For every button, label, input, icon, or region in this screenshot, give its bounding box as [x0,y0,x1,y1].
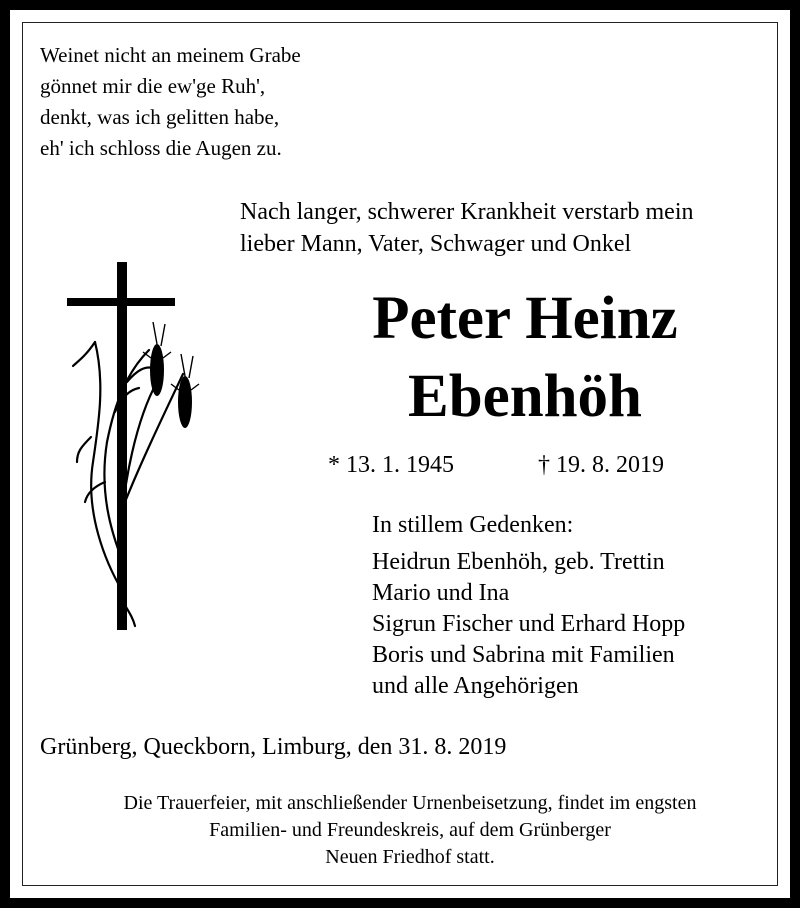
death-date: † 19. 8. 2019 [538,452,664,478]
mourner-name: Heidrun Ebenhöh, geb. Trettin [372,549,665,575]
deceased-surname: Ebenhöh [408,363,642,430]
cross-with-wheat-icon [65,262,205,634]
notice-line: Familien- und Freundeskreis, auf dem Grünberger [209,819,611,841]
mourner-name: Sigrun Fischer und Erhard Hopp [372,611,686,637]
poem-line: denkt, was ich gelitten habe, [40,105,280,129]
mourners-heading: In stillem Gedenken: [372,512,574,538]
funeral-notice [20,790,800,871]
intro-text [240,196,694,260]
notice-line: Neuen Friedhof statt. [325,846,495,868]
intro-line: lieber Mann, Vater, Schwager und Onkel [240,231,632,257]
notice-line: Die Trauerfeier, mit anschließender Urnenbeisetzung, findet im engsten [123,792,697,814]
mourners-list [372,510,685,702]
poem-line: eh' ich schloss die Augen zu. [40,136,282,160]
place-and-date: Grünberg, Queckborn, Limburg, den 31. 8. 2019 [40,734,507,760]
poem [40,40,301,164]
obituary-card [10,10,790,898]
poem-line: Weinet nicht an meinem Grabe [40,43,301,67]
mourner-name: und alle Angehörigen [372,673,579,699]
birth-date: * 13. 1. 1945 [328,452,454,478]
mourner-name: Boris und Sabrina mit Familien [372,642,675,668]
deceased-first-names: Peter Heinz [372,285,678,352]
intro-line: Nach langer, schwerer Krankheit verstarb mein [240,199,694,225]
mourner-name: Mario und Ina [372,580,510,606]
poem-line: gönnet mir die ew'ge Ruh', [40,74,266,98]
